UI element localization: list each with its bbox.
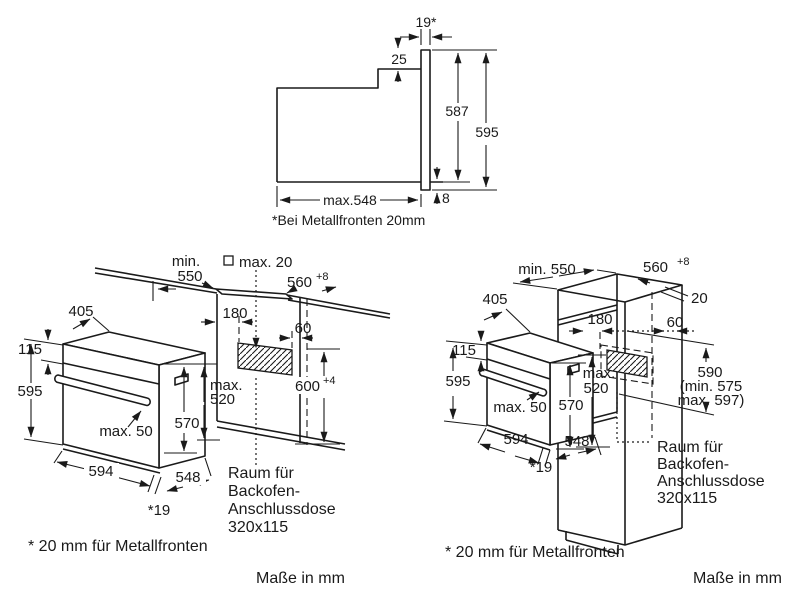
dim-25-label: 25 [391, 51, 407, 67]
dim-405-label: 405 [482, 291, 508, 308]
tall-cabinet-diagram [444, 256, 782, 587]
dim-595-label: 595 [445, 373, 471, 390]
dim-595-label: 595 [17, 383, 43, 400]
socket-note-line1: Raum für [228, 465, 294, 482]
square-symbol [224, 256, 233, 265]
dim-587-label: 587 [445, 103, 469, 119]
dim-560-label: 560 [643, 259, 669, 276]
units-note: Maße in mm [693, 570, 782, 587]
dim-590-max-label: max. 597) [677, 392, 745, 409]
dim-590-min-label: (min. 575 [679, 378, 743, 395]
dim-max20-label: max. 20 [239, 254, 293, 271]
dim-max50-label: max. 50 [99, 423, 153, 440]
dim-min550-label: min. 550 [518, 261, 576, 278]
dim-115-label: 115 [452, 342, 476, 359]
dim-180-label: 180 [587, 311, 613, 328]
dim-590-label: 590 [697, 364, 723, 381]
niche-opening [216, 289, 292, 299]
oven-side-face [159, 353, 205, 468]
dim-570-label: 570 [174, 415, 200, 432]
socket-area-hatch [238, 343, 292, 375]
socket-note-line2: Backofen- [657, 456, 730, 473]
socket-note-line4: 320x115 [228, 519, 289, 536]
dim-405-label: 405 [68, 303, 94, 320]
cabinet-floor [217, 421, 345, 450]
socket-leader-dotted [617, 392, 652, 442]
dim-20-label: 20 [691, 290, 708, 307]
dim-570-label: 570 [558, 397, 584, 414]
socket-note-line4: 320x115 [657, 490, 718, 507]
dim-max520-label-1: max. [210, 377, 243, 394]
base-cabinet-diagram [17, 253, 390, 587]
dim-max520-label-1: max. [582, 365, 616, 382]
oven-front-face [63, 344, 159, 468]
dim-19-label: *19 [147, 502, 171, 519]
socket-note-line1: Raum für [657, 439, 723, 456]
dim-600-tolerance: +4 [323, 375, 336, 387]
metal-front-footnote: * 20 mm für Metallfronten [445, 544, 625, 561]
metal-front-note: *Bei Metallfronten 20mm [272, 212, 426, 228]
dim-19-label: 19* [415, 14, 437, 30]
dim-19-label: *19 [529, 459, 553, 476]
oven-left [55, 332, 205, 473]
metal-front-footnote: * 20 mm für Metallfronten [28, 538, 208, 555]
socket-note-line2: Backofen- [228, 483, 301, 500]
units-note: Maße in mm [256, 570, 345, 587]
dim-550-label: 550 [177, 268, 203, 285]
dim-max520-label-2: 520 [210, 391, 236, 408]
dim-min-label: min. [171, 253, 201, 270]
dim-max50-label: max. 50 [493, 399, 547, 416]
dim-548-label: 548 [175, 469, 201, 486]
oven-side-outline [277, 50, 443, 190]
dim-595-label: 595 [475, 124, 499, 140]
dim-max548-label: max.548 [323, 192, 377, 208]
dim-60-label: 60 [294, 320, 312, 337]
dim-548-label: 548 [564, 433, 590, 450]
dim-115-label: 115 [18, 341, 42, 358]
dim-max520-label-2: 520 [583, 380, 609, 397]
cabinet-top-face [558, 274, 682, 302]
dim-8-label: 8 [442, 190, 450, 206]
dim-560-tolerance: +8 [677, 256, 690, 268]
dim-594-label: 594 [88, 463, 114, 480]
oven-door-panel [421, 50, 430, 190]
dim-600-label: 600 [295, 378, 321, 395]
dim-60-label: 60 [666, 314, 684, 331]
dim-594-label: 594 [503, 431, 529, 448]
dim-180-label: 180 [222, 305, 248, 322]
top-view-diagram [272, 14, 499, 228]
dim-560-tolerance: +8 [316, 271, 329, 283]
dim-560-label: 560 [287, 274, 313, 291]
socket-note-line3: Anschlussdose [228, 501, 336, 518]
socket-note-line3: Anschlussdose [657, 473, 765, 490]
